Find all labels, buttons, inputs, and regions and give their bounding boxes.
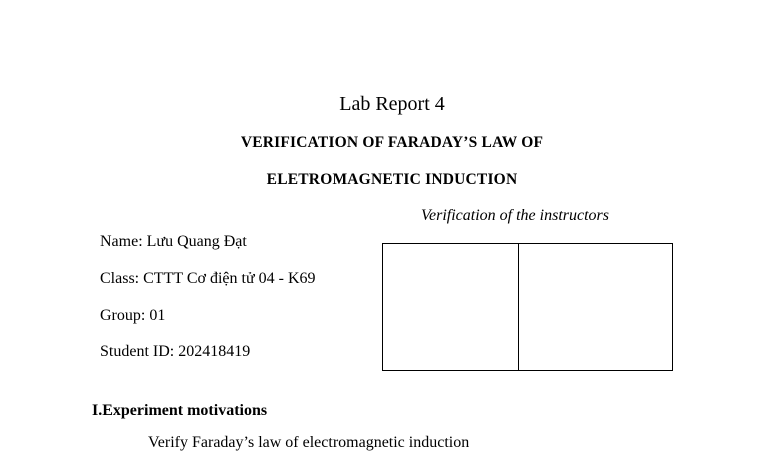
section-heading-motivations: I.Experiment motivations <box>92 402 268 419</box>
student-id: Student ID: 202418419 <box>100 343 251 360</box>
verification-label: Verification of the instructors <box>421 207 609 224</box>
verification-box-divider <box>518 243 519 371</box>
student-name: Name: Lưu Quang Đạt <box>100 233 247 250</box>
student-class: Class: CTTT Cơ điện tử 04 - K69 <box>100 270 316 287</box>
report-title: Lab Report 4 <box>339 93 445 115</box>
verification-box <box>382 243 673 371</box>
report-subtitle-line-2: ELETROMAGNETIC INDUCTION <box>266 171 518 188</box>
section-first-line: Verify Faraday’s law of electromagnetic induction <box>148 434 470 451</box>
report-subtitle-line-1: VERIFICATION OF FARADAY’S LAW OF <box>240 134 544 151</box>
student-group: Group: 01 <box>100 307 166 324</box>
